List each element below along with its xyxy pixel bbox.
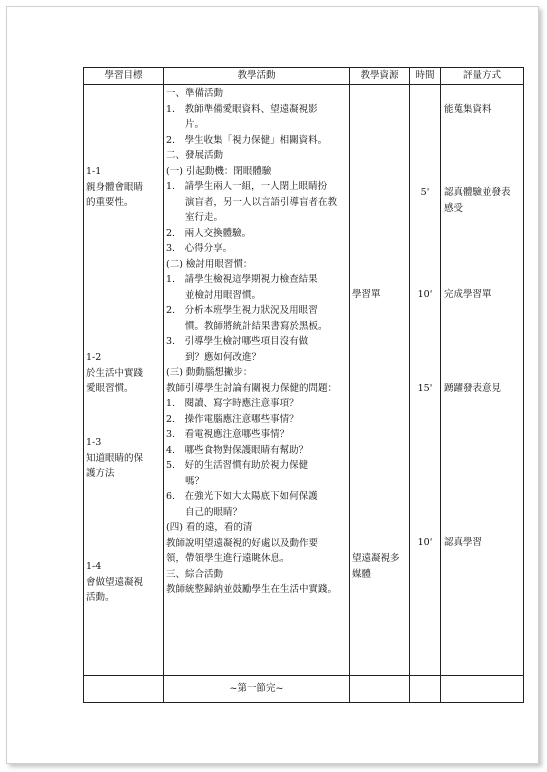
assessment-text-line: 感受 bbox=[444, 202, 464, 214]
activity-line: (四) 看的遠，看的清 bbox=[166, 522, 253, 533]
assessment-item bbox=[444, 102, 492, 118]
footer-assessment-cell bbox=[441, 676, 524, 703]
objectives-cell bbox=[84, 85, 164, 676]
objective-id: 1-4 bbox=[86, 561, 102, 572]
assessment-item bbox=[444, 535, 482, 551]
footer-time-cell bbox=[410, 676, 441, 703]
activity-line: 2. 兩人交換體驗。 bbox=[166, 227, 252, 239]
activity-line: 慣。教師將統計結果書寫於黑板。 bbox=[166, 320, 328, 332]
activity-line: 1. 閱讀、寫字時應注意事項？ bbox=[166, 398, 299, 409]
activity-line: 教師說明望遠凝視的好處以及動作要 bbox=[166, 537, 319, 549]
header-assessment: 評量方式 bbox=[441, 68, 524, 85]
header-resources: 教學資源 bbox=[350, 68, 410, 85]
activity-line: 室行走。 bbox=[166, 212, 224, 223]
assessment-text-line: 認真體驗並發表 bbox=[444, 187, 511, 198]
activity-line: 自己的眼睛？ bbox=[166, 506, 243, 518]
activity-line: 教師引導學生討論有關視力保健的問題： bbox=[166, 382, 338, 394]
time-cell bbox=[410, 85, 441, 676]
assessment-item bbox=[444, 185, 511, 216]
objective-1-3 bbox=[86, 435, 143, 482]
activity-line: 領，帶領學生進行遠眺休息。 bbox=[166, 553, 290, 564]
header-objective: 學習目標 bbox=[84, 68, 164, 85]
activity-line: 二、發展活動 bbox=[166, 150, 224, 161]
resource-worksheet bbox=[352, 287, 381, 303]
activity-line: 並檢討用眼習慣。 bbox=[166, 289, 262, 301]
resource-text-line: 望遠凝視多 bbox=[352, 553, 400, 564]
activity-line: 片。 bbox=[166, 119, 205, 130]
objective-id: 1-1 bbox=[86, 166, 102, 177]
objective-text-line: 於生活中實踐 bbox=[86, 367, 144, 379]
resource-text-line: 學習單 bbox=[352, 289, 381, 300]
objective-text-line: 的重要性。 bbox=[86, 197, 134, 208]
activity-line: 6. 在強光下如大太陽底下如何保護 bbox=[166, 491, 318, 502]
lesson-plan-table bbox=[83, 67, 524, 703]
activity-line: 1. 教師準備愛眼資料、望遠凝視影 bbox=[166, 103, 318, 115]
activity-line: 2. 分析本班學生視力狀況及用眼習 bbox=[166, 305, 318, 316]
time-value: 5' bbox=[420, 187, 430, 198]
assessment-cell bbox=[441, 85, 524, 676]
activity-line: 1. 請學生兩人一組，一人閉上眼睛扮 bbox=[166, 181, 328, 192]
resource-text-line: 媒體 bbox=[352, 568, 372, 580]
activity-line: 1. 請學生檢視這學期視力檢查結果 bbox=[166, 274, 318, 285]
time-value: 10' bbox=[417, 289, 433, 300]
assessment-text-line: 完成學習單 bbox=[444, 289, 492, 300]
activity-line: 教師統整歸納並鼓勵學生在生活中實踐。 bbox=[166, 584, 338, 595]
assessment-text-line: 能蒐集資料 bbox=[444, 104, 492, 115]
objective-id: 1-3 bbox=[86, 437, 102, 448]
header-activities: 教學活動 bbox=[164, 68, 350, 85]
activity-line: 三、綜合活動 bbox=[166, 568, 224, 580]
assessment-item bbox=[444, 287, 492, 303]
activity-line: 4. 哪些食物對保護眼睛有幫助？ bbox=[166, 444, 309, 456]
activity-line: 2. 學生收集「視力保健」相關資料。 bbox=[166, 134, 328, 146]
resources-cell bbox=[350, 85, 410, 676]
session-end-note: ~第一節完~ bbox=[229, 683, 284, 695]
objective-text-line: 會做望遠凝視 bbox=[86, 576, 144, 588]
table-footer-row bbox=[84, 676, 524, 703]
activity-line: (三) 動動腦想撇步： bbox=[166, 367, 253, 378]
footer-resources-cell bbox=[350, 676, 410, 703]
table-header-row bbox=[84, 68, 524, 85]
footer-objective-cell bbox=[84, 676, 164, 703]
header-time: 時間 bbox=[410, 68, 441, 85]
time-value: 15' bbox=[417, 383, 433, 394]
activities-cell bbox=[164, 85, 350, 676]
objective-text-line: 知道眼睛的保 bbox=[86, 452, 144, 464]
activity-line: 2. 操作電腦應注意哪些事情？ bbox=[166, 413, 299, 425]
assessment-text-line: 認真學習 bbox=[444, 537, 483, 548]
activity-line: 演盲者，另一人以言語引導盲者在教 bbox=[166, 196, 338, 208]
time-value: 10' bbox=[417, 537, 433, 548]
activities-list bbox=[166, 86, 337, 598]
objective-1-4 bbox=[86, 559, 143, 606]
activity-line: 嗎？ bbox=[166, 475, 205, 487]
resource-multimedia bbox=[352, 551, 400, 582]
objective-1-1 bbox=[86, 164, 143, 211]
assessment-item bbox=[444, 381, 501, 397]
activity-line: (一) 引起動機：閉眼體驗 bbox=[166, 165, 272, 177]
objective-text-line: 活動。 bbox=[86, 592, 115, 603]
objective-id: 1-2 bbox=[86, 352, 102, 363]
activity-line: 3. 看電視應注意哪些事情？ bbox=[166, 429, 290, 440]
activity-line: (二) 檢討用眼習慣： bbox=[166, 258, 253, 270]
footer-activities-cell bbox=[164, 676, 350, 703]
activity-line: 3. 引導學生檢討哪些項目沒有做 bbox=[166, 336, 309, 347]
objective-text-line: 親身體會眼睛 bbox=[86, 181, 144, 193]
objective-text-line: 護方法 bbox=[86, 468, 115, 479]
activity-line: 5. 好的生活習慣有助於視力保健 bbox=[166, 460, 309, 471]
assessment-text-line: 踴躍發表意見 bbox=[444, 383, 502, 394]
activity-line: 到？應如何改進？ bbox=[166, 351, 262, 363]
objective-1-2 bbox=[86, 350, 143, 397]
table-body-row bbox=[84, 85, 524, 676]
objective-text-line: 愛眼習慣。 bbox=[86, 383, 134, 394]
activity-line: 一、準備活動 bbox=[166, 88, 224, 99]
activity-line: 3. 心得分享。 bbox=[166, 243, 233, 254]
